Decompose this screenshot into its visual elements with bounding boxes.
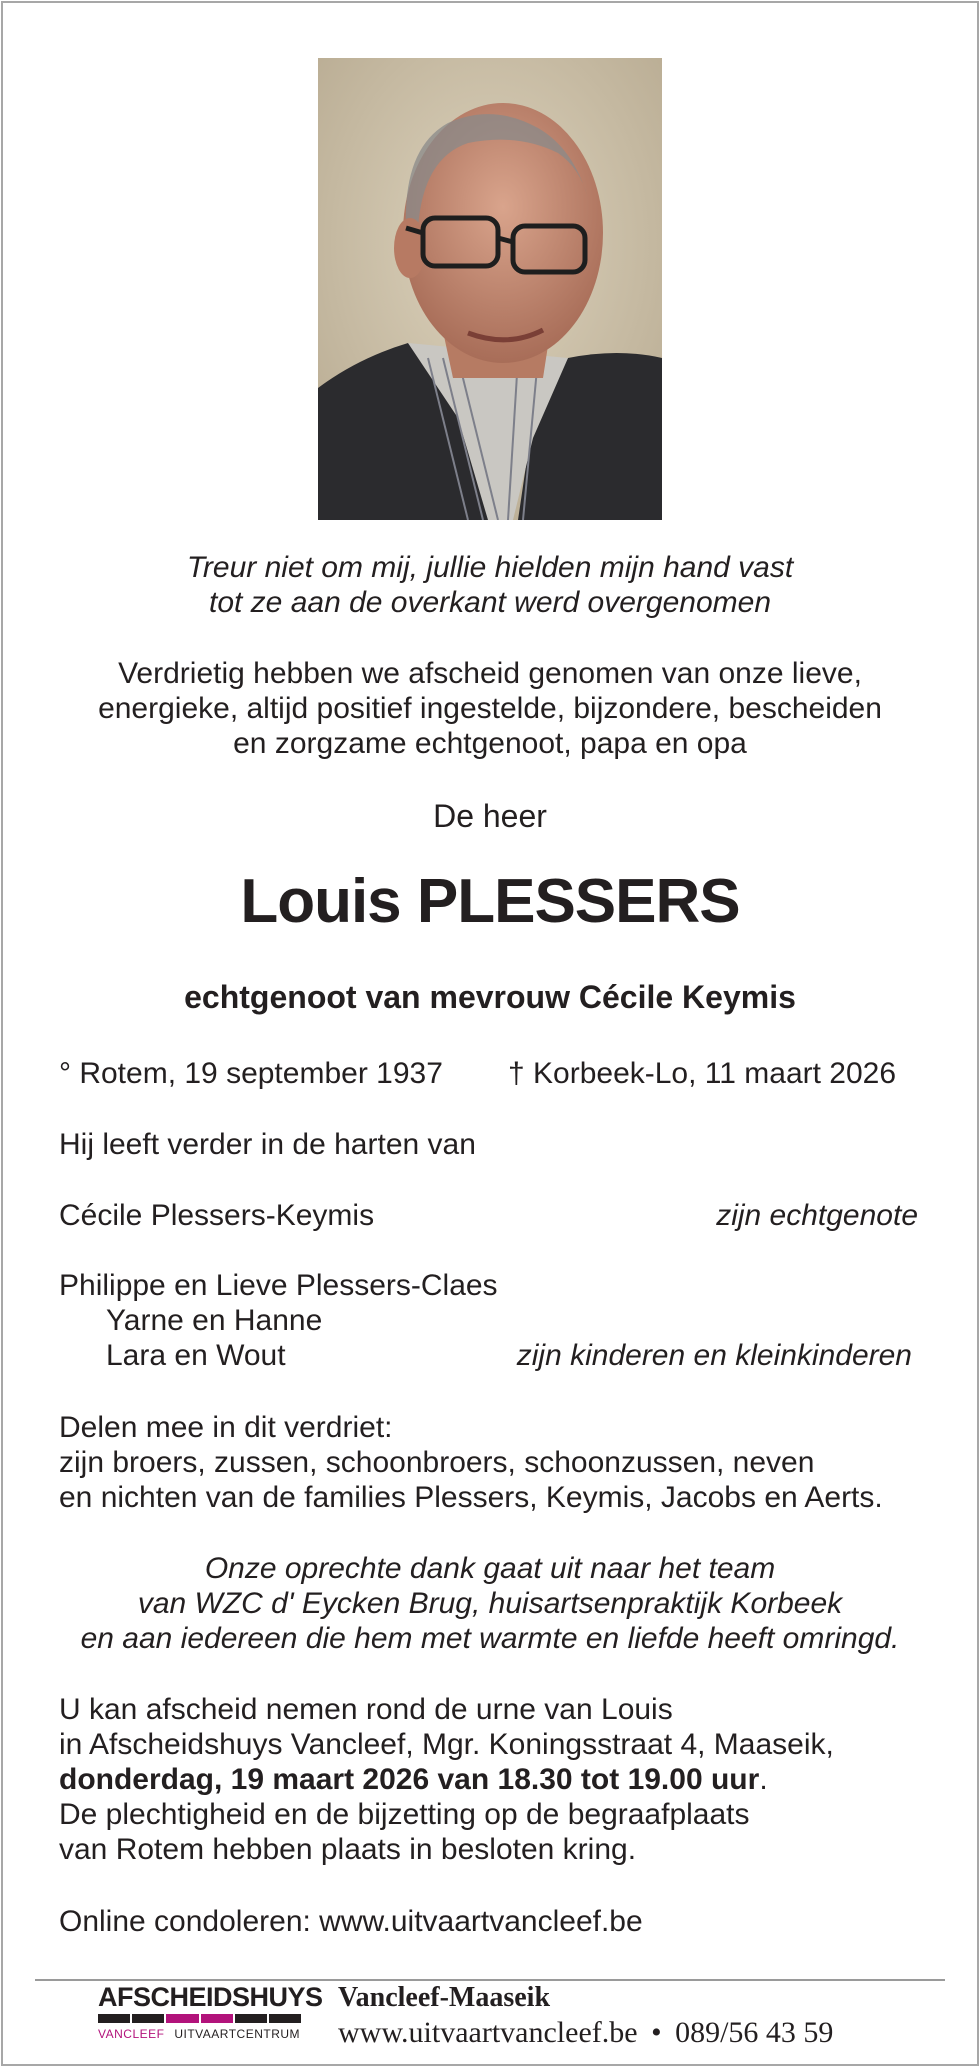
intro-line: en zorgzame echtgenoot, papa en opa: [233, 727, 747, 760]
logo-bar-segment: [269, 2014, 301, 2023]
grandchildren: Lara en Wout: [106, 1339, 286, 1372]
logo-bar-segment: [98, 2014, 130, 2023]
epigraph-line: tot ze aan de overkant werd overgenomen: [208, 586, 772, 619]
online-condolence: Online condoleren: www.uitvaartvancleef.be: [59, 1905, 643, 1938]
farewell-date-line: [59, 1762, 834, 1797]
epigraph: [0, 550, 980, 620]
farewell-line: De plechtigheid en de bijzetting op de begraafplaats: [59, 1798, 750, 1831]
intro-line: energieke, altijd positief ingestelde, bijzondere, bescheiden: [98, 692, 882, 725]
deceased-name: Louis PLESSERS: [240, 867, 740, 936]
spouse-role: zijn echtgenote: [716, 1199, 918, 1232]
child-couple: Philippe en Lieve Plessers-Claes: [59, 1269, 498, 1302]
honorific: De heer: [433, 798, 547, 834]
death-info: † Korbeek-Lo, 11 maart 2026: [508, 1057, 897, 1090]
portrait-photo: [318, 58, 662, 520]
intro-line: Verdrietig hebben we afscheid genomen van onze lieve,: [118, 657, 862, 690]
thanks-line: Onze oprechte dank gaat uit naar het team: [204, 1552, 776, 1585]
share-line: Delen mee in dit verdriet:: [59, 1411, 393, 1444]
farewell-period: .: [759, 1763, 768, 1796]
logo-bar-segment: [235, 2014, 267, 2023]
grandchildren: Yarne en Hanne: [106, 1304, 323, 1337]
spouse-line: echtgenoot van mevrouw Cécile Keymis: [184, 979, 796, 1015]
intro-text: [0, 656, 980, 761]
logo-title: AFSCHEIDSHUYS: [98, 1982, 323, 2012]
epigraph-line: Treur niet om mij, jullie hielden mijn hand vast: [186, 551, 794, 584]
share-text: [59, 1410, 883, 1515]
footer-divider: [35, 1979, 945, 1981]
logo-bar-segment: [201, 2014, 233, 2023]
logo-color-bars: [98, 2014, 303, 2023]
share-line: en nichten van de families Plessers, Keymis, Jacobs en Aerts.: [59, 1481, 883, 1514]
spouse-name: Cécile Plessers-Keymis: [59, 1199, 375, 1232]
children-role: zijn kinderen en kleinkinderen: [516, 1339, 912, 1372]
logo-sub-right: UITVAARTCENTRUM: [174, 2027, 301, 2041]
farewell-line: U kan afscheid nemen rond de urne van Louis: [59, 1693, 673, 1726]
share-line: zijn broers, zussen, schoonbroers, schoonzussen, neven: [59, 1446, 815, 1479]
farewell-datetime: donderdag, 19 maart 2026 van 18.30 tot 19.00 uur: [59, 1763, 760, 1796]
farewell-text: [59, 1692, 834, 1867]
thanks-line: van WZC d' Eycken Brug, huisartsenpraktijk Korbeek: [137, 1587, 843, 1620]
lives-on-text: Hij leeft verder in de harten van: [59, 1128, 476, 1161]
thanks-line: en aan iedereen die hem met warmte en liefde heeft omringd.: [80, 1622, 900, 1655]
birth-info: ° Rotem, 19 september 1937: [59, 1057, 443, 1090]
logo-bar-segment: [166, 2014, 198, 2023]
company-website[interactable]: www.uitvaartvancleef.be: [338, 2016, 638, 2049]
company-phone: 089/56 43 59: [675, 2016, 834, 2049]
company-contact: [338, 2016, 833, 2050]
bullet-separator: •: [651, 2016, 662, 2049]
logo-sub-left: VANCLEEF: [98, 2027, 165, 2041]
farewell-line: in Afscheidshuys Vancleef, Mgr. Koningsstraat 4, Maaseik,: [59, 1728, 834, 1761]
logo-subtitle: [98, 2027, 300, 2041]
company-name: Vancleef-Maaseik: [338, 1982, 551, 2013]
logo-bar-segment: [132, 2014, 164, 2023]
thanks-text: [0, 1551, 980, 1656]
farewell-line: van Rotem hebben plaats in besloten kring.: [59, 1833, 637, 1866]
